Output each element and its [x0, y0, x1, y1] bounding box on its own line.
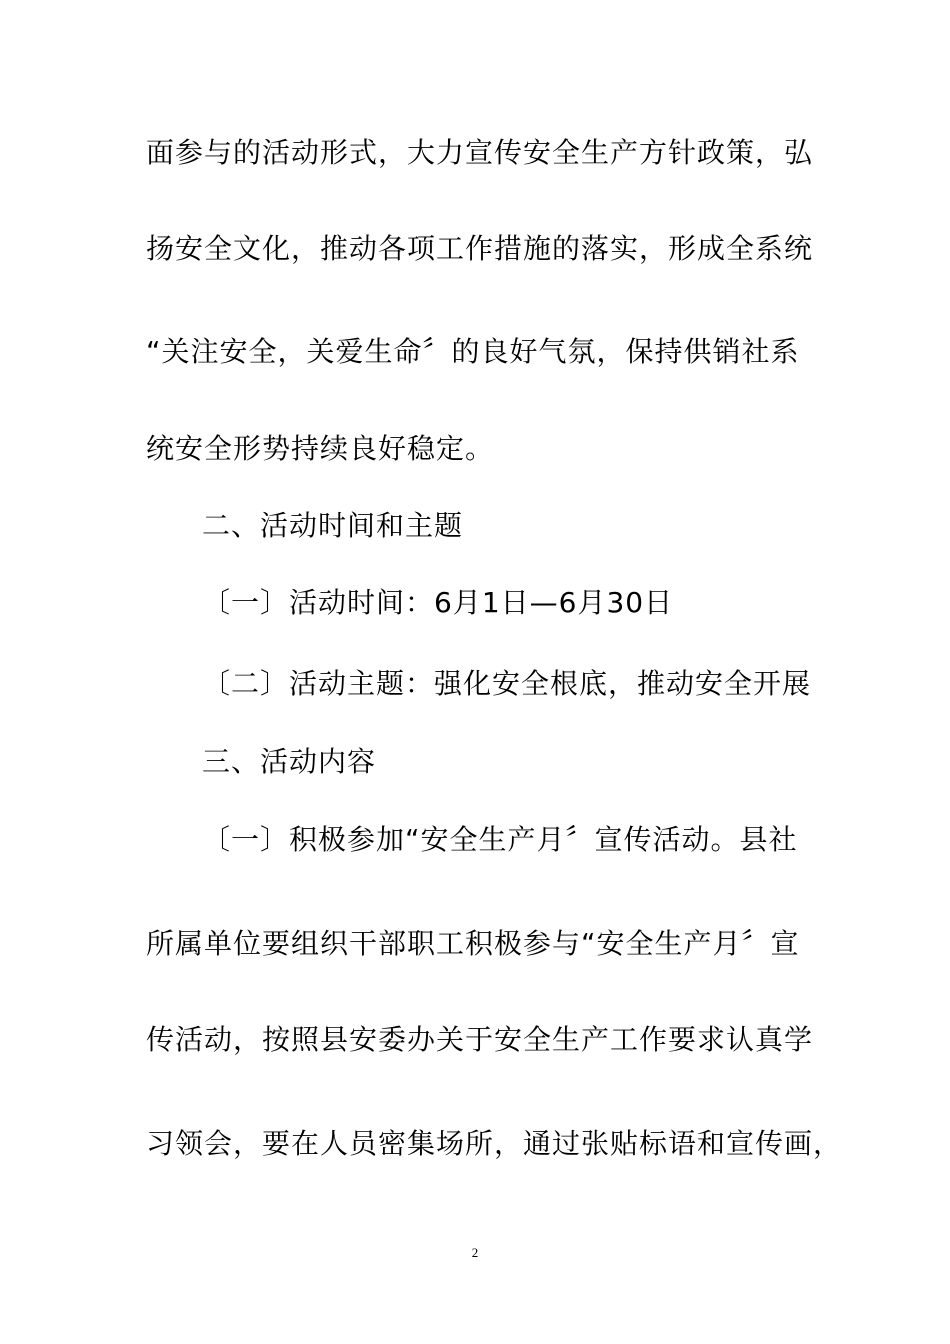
body-text-line: 所属单位要组织干部职工积极参与“安全生产月〞宣 — [146, 927, 800, 960]
subsection-line: 〔一〕活动时间：6月1日—6月30日 — [202, 586, 674, 619]
section-heading: 三、活动内容 — [202, 745, 377, 778]
body-text-line: 传活动，按照县安委办关于安全生产工作要求认真学 — [146, 1023, 814, 1056]
subsection-line: 〔一〕积极参加“安全生产月〞宣传活动。县社 — [202, 823, 798, 856]
body-text-line: “关注安全，关爱生命〞的良好气氛，保持供销社系 — [146, 335, 800, 368]
body-text-line: 统安全形势持续良好稳定。 — [146, 432, 495, 465]
page-number: 2 — [471, 1245, 479, 1260]
section-heading: 二、活动时间和主题 — [202, 509, 464, 542]
body-text-line: 习领会，要在人员密集场所，通过张贴标语和宣传画， — [146, 1127, 843, 1160]
body-text-line: 面参与的活动形式，大力宣传安全生产方针政策，弘 — [146, 136, 814, 169]
body-text-line: 扬安全文化，推动各项工作措施的落实，形成全系统 — [146, 232, 814, 265]
subsection-line: 〔二〕活动主题：强化安全根底，推动安全开展 — [202, 667, 812, 700]
